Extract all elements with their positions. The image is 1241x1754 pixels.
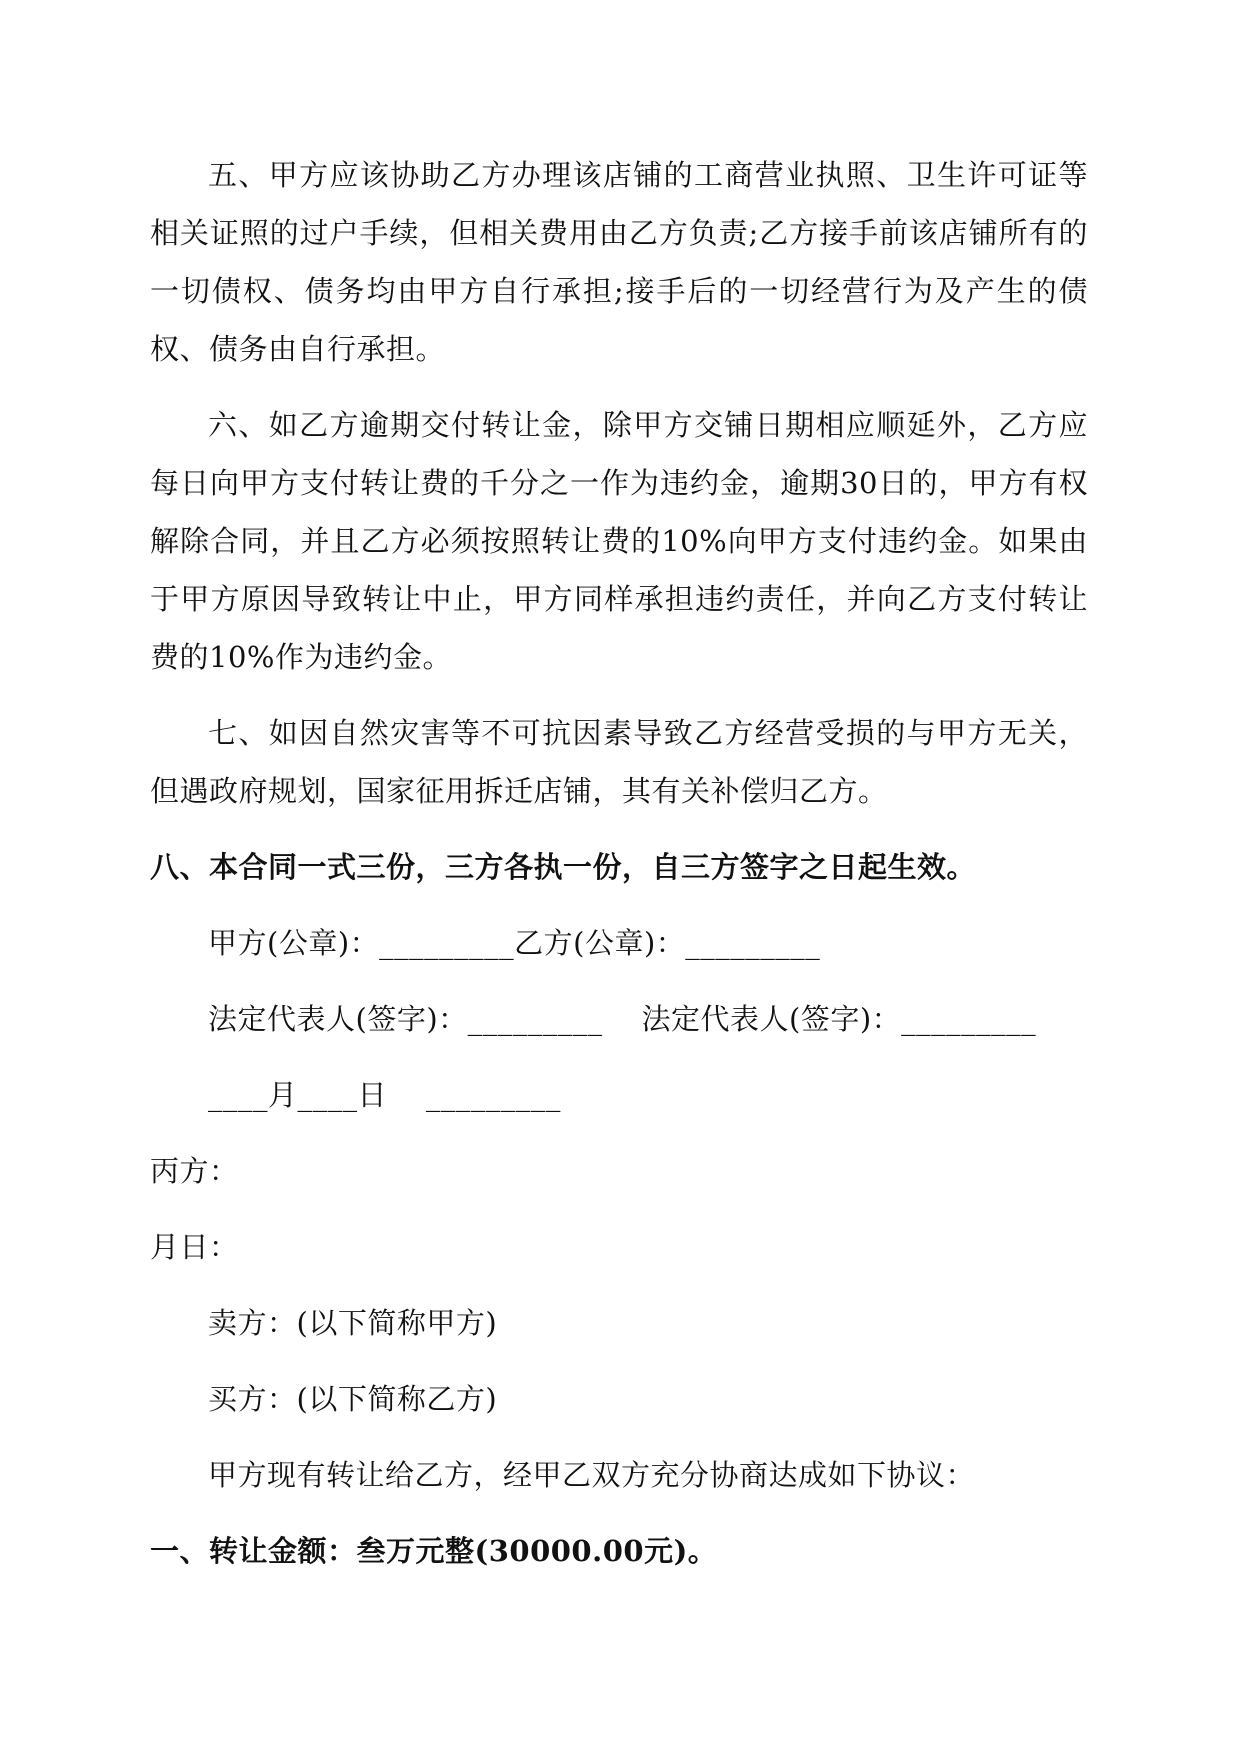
clause-1-heading: 一、转让金额：叁万元整(30000.00元)。	[150, 1534, 718, 1568]
clause-8-heading: 八、本合同一式三份，三方各执一份，自三方签字之日起生效。	[150, 850, 977, 884]
agreement-intro: 甲方现有转让给乙方，经甲乙双方充分协商达成如下协议：	[208, 1458, 976, 1492]
seller-label: 卖方：(以下简称甲方)	[208, 1306, 498, 1340]
party-c-label: 丙方：	[150, 1154, 239, 1188]
clause-5: 五、甲方应该协助乙方办理该店铺的工商营业执照、卫生许可证等相关证照的过户手续，但相关费用由乙方负责;乙方接手前该店铺所有的一切债权、债务均由甲方自行承担;接手后的一切经营行为及产生的债权、债务由自行承担。	[150, 158, 1088, 366]
signature-seal-line: 甲方(公章)：_________乙方(公章)：_________	[208, 926, 821, 960]
signature-representative-line: 法定代表人(签字)：_________ 法定代表人(签字)：_________	[208, 1002, 1037, 1036]
signature-date-line: ____月____日 _________	[208, 1078, 561, 1112]
month-day-label: 月日：	[150, 1230, 239, 1264]
clause-6: 六、如乙方逾期交付转让金，除甲方交铺日期相应顺延外，乙方应每日向甲方支付转让费的千分之一作为违约金，逾期30日的，甲方有权解除合同，并且乙方必须按照转让费的10%向甲方支付违约金。如果由于甲方原因导致转让中止，甲方同样承担违约责任，并向乙方支付转让费的10%作为违约金。	[150, 408, 1088, 674]
buyer-label: 买方：(以下简称乙方)	[208, 1382, 498, 1416]
document-body	[150, 146, 1088, 1598]
clause-7: 七、如因自然灾害等不可抗因素导致乙方经营受损的与甲方无关，但遇政府规划，国家征用拆迁店铺，其有关补偿归乙方。	[150, 716, 1088, 808]
